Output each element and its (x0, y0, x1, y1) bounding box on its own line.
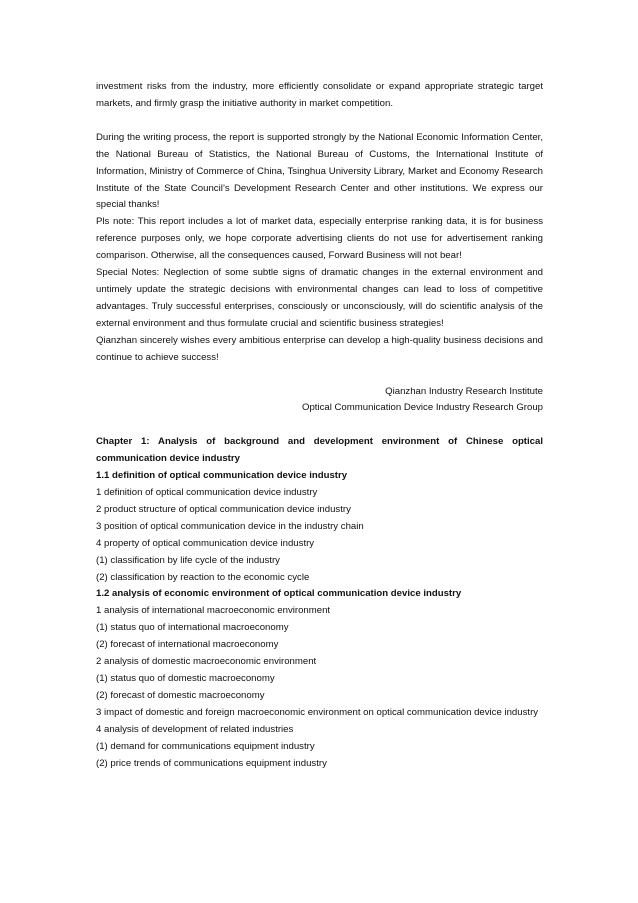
toc-item: 3 impact of domestic and foreign macroeconomic environment on optical communication device industry (96, 706, 539, 718)
toc-item: 2 analysis of domestic macroeconomic environment (96, 656, 317, 668)
toc-item: 4 analysis of development of related industries (96, 723, 294, 735)
intro-paragraph-risks: investment risks from the industry, more efficiently consolidate or expand appropriate strategic target markets, and firmly grasp the initiative authority in market competition. (96, 81, 543, 109)
toc-item: 3 position of optical communication device in the industry chain (96, 520, 364, 532)
table-of-contents (96, 434, 543, 772)
toc-item: (2) forecast of international macroeconomy (96, 639, 279, 651)
toc-item: (2) forecast of domestic macroeconomy (96, 689, 265, 701)
toc-item: (1) demand for communications equipment industry (96, 740, 315, 752)
intro-section (96, 79, 543, 367)
chapter-title: Chapter 1: Analysis of background and development environment of Chinese optical communication device industry (96, 436, 543, 465)
toc-item: (1) classification by life cycle of the industry (96, 554, 280, 566)
toc-item: 1 analysis of international macroeconomic environment (96, 605, 331, 617)
toc-item: 2 product structure of optical communication device industry (96, 503, 351, 515)
signature-block (96, 384, 543, 418)
toc-item: (1) status quo of domestic macroeconomy (96, 673, 275, 684)
toc-item: (1) status quo of international macroeconomy (96, 622, 289, 634)
intro-paragraph-wishes: Qianzhan sincerely wishes every ambitious enterprise can develop a high-quality business decisions and continue to achieve success! (96, 334, 543, 363)
paragraph-gap (96, 367, 543, 384)
document-page (96, 79, 543, 772)
toc-item: 1 definition of optical communication device industry (96, 487, 318, 499)
toc-item: (2) classification by reaction to the economic cycle (96, 571, 310, 583)
section-heading-1-2: 1.2 analysis of economic environment of optical communication device industry (96, 588, 462, 600)
paragraph-gap (96, 417, 543, 434)
intro-paragraph-note: Pls note: This report includes a lot of market data, especially enterprise ranking data, it is for business reference purposes only, we hope corporate advertising clients do not use for advertisement ranking comparison. Otherwise, all the consequences caused, Forward Business will not bear! (96, 216, 543, 262)
intro-paragraph-support: During the writing process, the report is supported strongly by the National Economic Information Center, the National Bureau of Statistics, the National Bureau of Customs, the International Institute of Information, Ministry of Commerce of China, Tsinghua University Library, Market and Economy Research Institute of the State Council’s Development Research Center and other institutions. We express our special thanks! (96, 131, 543, 211)
intro-paragraph-special-notes: Special Notes: Neglection of some subtle signs of dramatic changes in the external environment and untimely update the strategic decisions with environmental changes can lead to loss of competitive advantages. Truly successful enterprises, consciously or unconsciously, will do scientific analysis of the external environment and thus formulate crucial and scientific business strategies! (96, 267, 543, 329)
toc-item: 4 property of optical communication device industry (96, 537, 315, 549)
signature-institute: Qianzhan Industry Research Institute (385, 385, 543, 397)
paragraph-gap (96, 113, 543, 130)
signature-group: Optical Communication Device Industry Research Group (301, 402, 543, 414)
section-heading-1-1: 1.1 definition of optical communication device industry (96, 470, 348, 482)
toc-item: (2) price trends of communications equipment industry (96, 757, 327, 769)
